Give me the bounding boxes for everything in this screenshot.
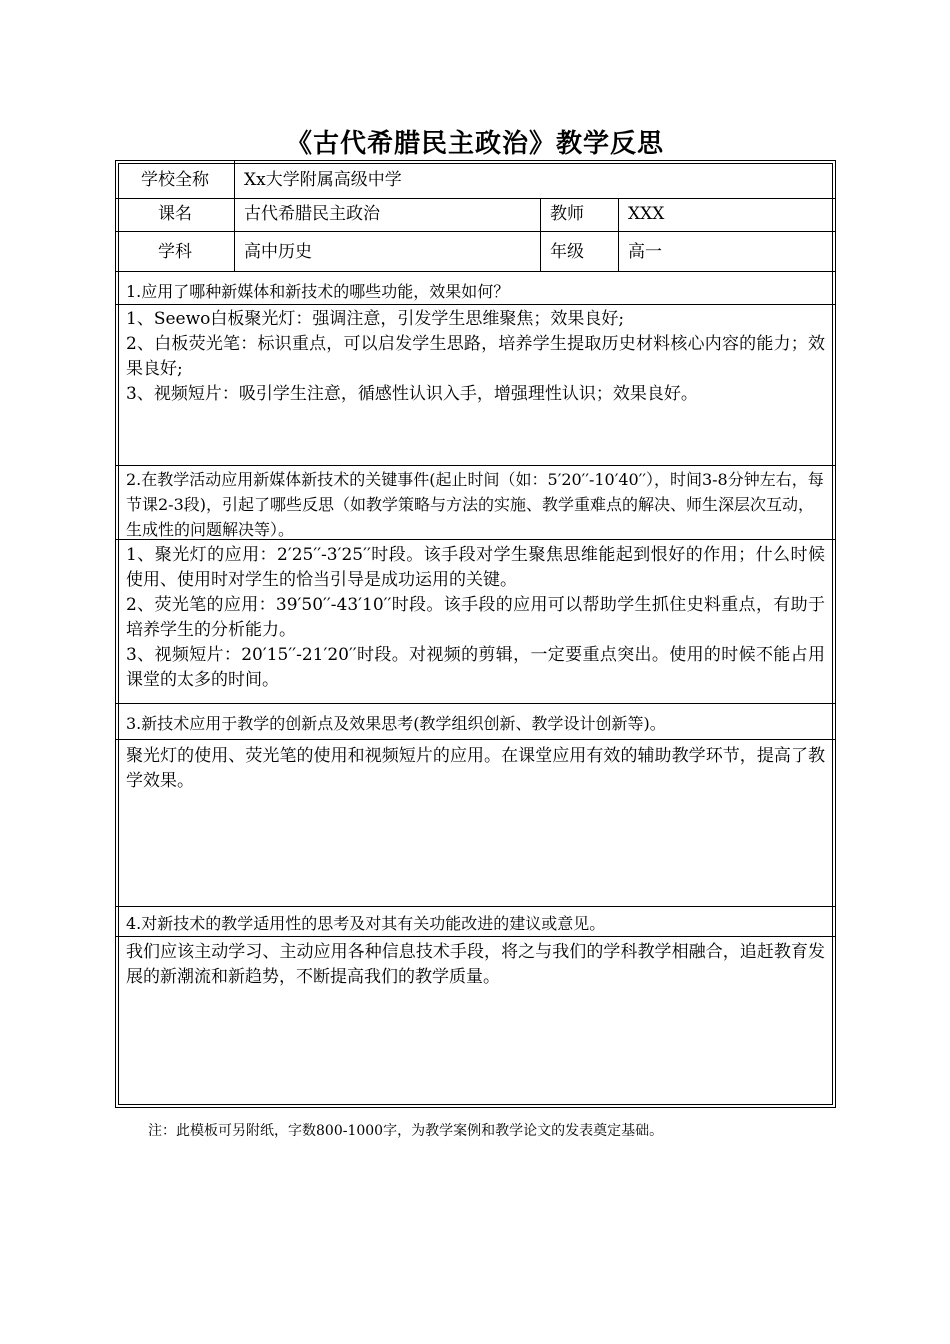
answer-1-item: 1、Seewo白板聚光灯：强调注意，引发学生思维聚焦；效果良好;	[126, 309, 625, 329]
answer-4	[126, 940, 825, 990]
answer-2-item: 1、聚光灯的应用：2′25′′-3′25′′时段。该手段对学生聚焦思维能起到恨好的作用；什么时候使用、使用时对学生的恰当引导是成功运用的关键。	[126, 545, 825, 590]
question-4: 4.对新技术的教学适用性的思考及对其有关功能改进的建议或意见。	[126, 914, 606, 933]
column-divider	[618, 198, 619, 271]
answer-3	[126, 744, 825, 794]
row-divider	[116, 465, 835, 466]
answer-2-item: 3、视频短片：20′15′′-21′20′′时段。对视频的剪辑，一定要重点突出。使用的时候不能占用课堂的太多的时间。	[126, 645, 825, 690]
answer-2-item: 2、荧光笔的应用：39′50′′-43′10′′时段。该手段的应用可以帮助学生抓住史料重点，有助于培养学生的分析能力。	[126, 595, 825, 640]
answer-1-item: 2、白板荧光笔：标识重点，可以启发学生思路，培养学生提取历史材料核心内容的能力；效果良好;	[126, 334, 825, 379]
grade-value: 高一	[628, 242, 662, 262]
course-label: 课名	[158, 204, 192, 224]
column-divider	[540, 198, 541, 271]
row-divider	[116, 304, 835, 305]
document-title: 《古代希腊民主政治》教学反思	[285, 129, 664, 159]
question-1: 1.应用了哪种新媒体和新技术的哪些功能，效果如何？	[126, 282, 510, 301]
column-divider	[234, 161, 235, 271]
row-divider	[116, 936, 835, 937]
reflection-form-table	[115, 160, 836, 1108]
subject-label: 学科	[158, 242, 192, 262]
school-label: 学校全称	[141, 170, 209, 190]
row-divider	[116, 539, 835, 540]
row-divider	[116, 703, 835, 704]
answer-1	[126, 307, 825, 407]
answer-2	[126, 543, 825, 693]
teacher-value: XXX	[628, 204, 665, 224]
subject-value: 高中历史	[244, 242, 312, 262]
question-3: 3.新技术应用于教学的创新点及效果思考(教学组织创新、教学设计创新等)。	[126, 714, 666, 733]
course-value: 古代希腊民主政治	[244, 204, 380, 224]
answer-1-item: 3、视频短片：吸引学生注意，循感性认识入手，增强理性认识；效果良好。	[126, 384, 698, 404]
answer-4-item: 我们应该主动学习、主动应用各种信息技术手段，将之与我们的学科教学相融合，追赶教育发展的新潮流和新趋势，不断提高我们的教学质量。	[126, 942, 825, 987]
row-divider	[116, 271, 835, 272]
footer-note: 注：此模板可另附纸，字数800-1000字，为教学案例和教学论文的发表奠定基础。	[148, 1123, 664, 1139]
grade-label: 年级	[550, 242, 584, 262]
row-divider	[116, 231, 835, 232]
row-divider	[116, 906, 835, 907]
teacher-label: 教师	[550, 204, 584, 224]
answer-3-item: 聚光灯的使用、荧光笔的使用和视频短片的应用。在课堂应用有效的辅助教学环节，提高了教学效果。	[126, 746, 825, 791]
question-2: 2.在教学活动应用新媒体新技术的关键事件(起止时间（如：5′20′′-10′40′′），时间3-8分钟左右，每节课2-3段)，引起了哪些反思（如教学策略与方法的实施、教学重难点的解决、师生深层次互动，生成性的问题解决等）。	[126, 470, 824, 539]
row-divider	[116, 739, 835, 740]
school-value: Xx大学附属高级中学	[244, 170, 402, 190]
